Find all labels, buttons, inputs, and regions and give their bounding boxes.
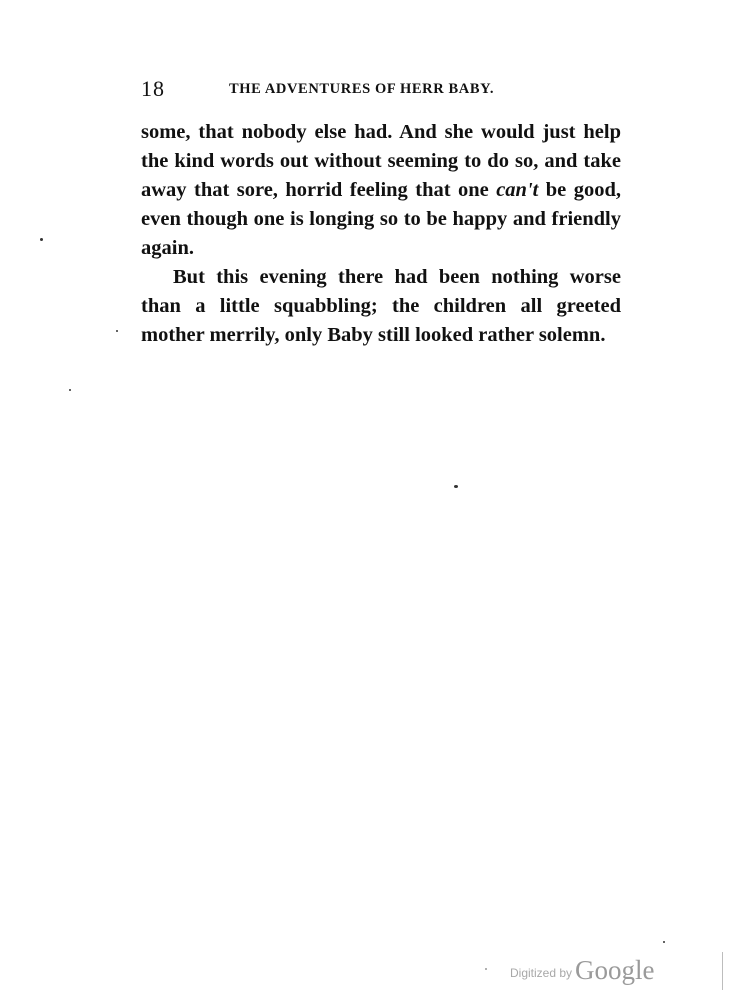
body-text [141,118,621,350]
scan-speck [485,968,487,970]
page-number: 18 [141,76,165,101]
scan-speck [454,485,458,488]
text-line-3 [141,176,621,205]
google-logo-text: Google [575,955,655,985]
scan-speck [40,238,43,241]
text-line-7: than a little squabbling; the children all greeted [141,295,621,317]
scan-speck [116,330,118,332]
digitized-by-google-watermark [510,952,655,986]
running-head [141,76,621,104]
text-line-3-part-c: be good, [538,179,621,201]
text-line-6: But this evening there had been nothing worse [173,266,621,288]
text-line-2: the kind words out without seeming to do so, and take [141,150,621,172]
scan-speck [663,941,665,943]
page-edge-line [722,952,723,990]
text-line-5: again. [141,237,194,259]
emphasized-word: can't [496,179,539,201]
scan-speck [69,389,71,391]
digitized-label: Digitized by [510,966,573,980]
text-line-8: mother merrily, only Baby still looked rather solemn. [141,324,606,346]
text-line-4: even though one is longing so to be happy and friendly [141,208,621,230]
running-title: THE ADVENTURES OF HERR BABY. [229,81,495,97]
text-line-1: some, that nobody else had. And she would just help [141,121,621,143]
text-line-3-part-a: away that sore, horrid feeling that one [141,179,497,201]
